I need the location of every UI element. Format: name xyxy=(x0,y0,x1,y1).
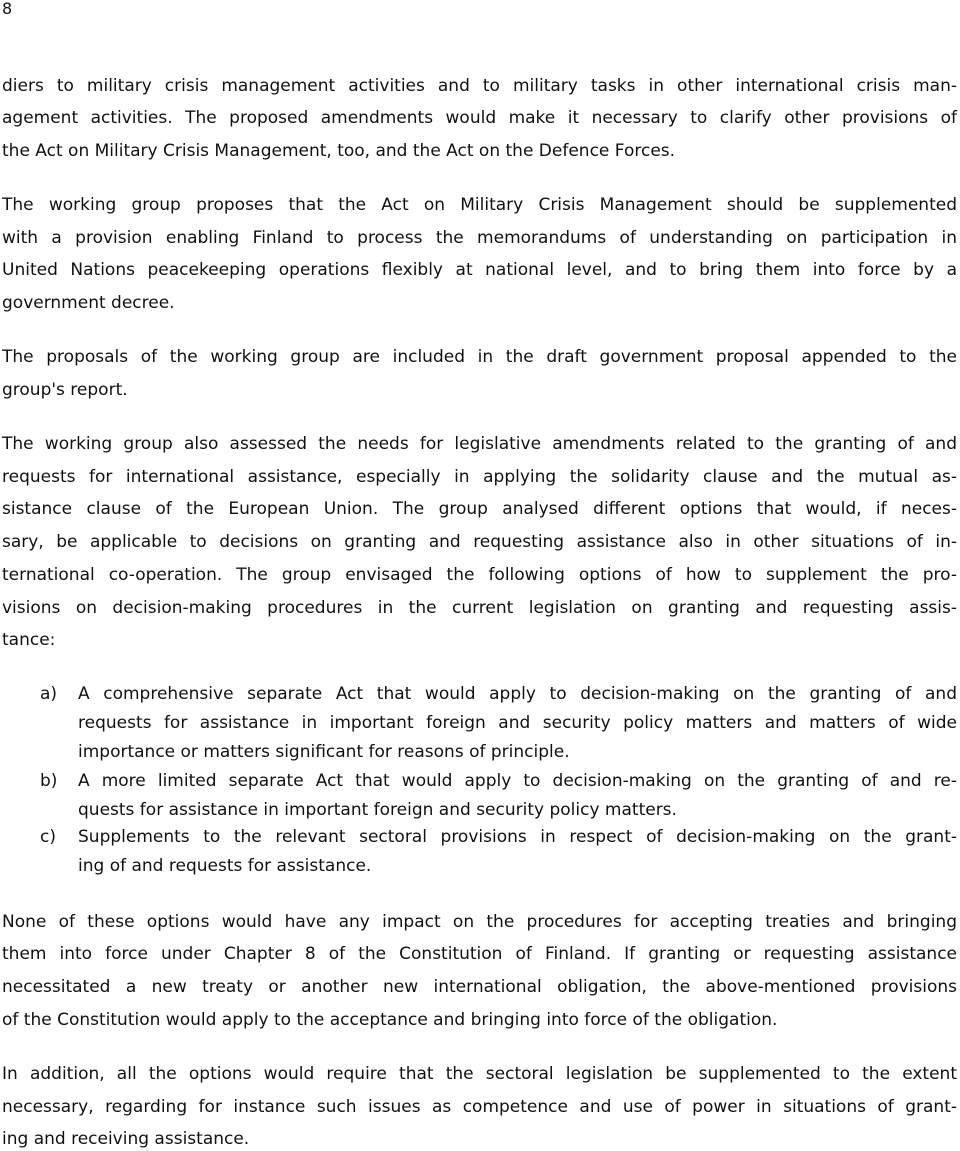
text-line: ing and receiving assistance. xyxy=(2,1129,250,1149)
text-line: necessary, regarding for instance such issues as competence and use of power in situations of grant- xyxy=(2,1097,957,1117)
text-line: requests for assistance in important foreign and security policy matters and matters of wide xyxy=(78,713,957,733)
list-marker: c) xyxy=(40,827,56,847)
text-line: A more limited separate Act that would apply to decision-making on the granting of and re- xyxy=(78,771,957,791)
text-line: agement activities. The proposed amendments would make it necessary to clarify other provisions of xyxy=(2,108,957,128)
text-line: Supplements to the relevant sectoral provisions in respect of decision-making on the grant- xyxy=(78,827,957,847)
text-line: visions on decision-making procedures in the current legislation on granting and requesting assis- xyxy=(2,598,957,618)
text-line: United Nations peacekeeping operations flexibly at national level, and to bring them into force by a xyxy=(2,260,957,280)
text-line: None of these options would have any impact on the procedures for accepting treaties and bringing xyxy=(2,912,957,932)
page-number: 8 xyxy=(2,0,13,18)
text-line: The working group also assessed the needs for legislative amendments related to the granting of and xyxy=(2,434,957,454)
text-line: them into force under Chapter 8 of the Constitution of Finland. If granting or requesting assistance xyxy=(2,944,957,964)
text-line: The proposals of the working group are included in the draft government proposal appended to the xyxy=(2,347,957,367)
text-line: tance: xyxy=(2,630,56,650)
text-line: sistance clause of the European Union. The group analysed different options that would, if neces- xyxy=(2,499,957,519)
text-line: In addition, all the options would require that the sectoral legislation be supplemented to the extent xyxy=(2,1064,957,1084)
text-line: ing of and requests for assistance. xyxy=(78,856,372,876)
text-line: of the Constitution would apply to the acceptance and bringing into force of the obligation. xyxy=(2,1010,778,1030)
text-line: diers to military crisis management activities and to military tasks in other international crisis man- xyxy=(2,76,957,96)
list-marker: b) xyxy=(40,771,58,791)
text-line: necessitated a new treaty or another new international obligation, the above-mentioned provisions xyxy=(2,977,957,997)
text-line: requests for international assistance, especially in applying the solidarity clause and the mutual as- xyxy=(2,467,957,487)
text-line: the Act on Military Crisis Management, too, and the Act on the Defence Forces. xyxy=(2,141,676,161)
text-line: The working group proposes that the Act on Military Crisis Management should be supplemented xyxy=(2,195,957,215)
text-line: ternational co-operation. The group envisaged the following options of how to supplement the pro- xyxy=(2,565,957,585)
text-line: group's report. xyxy=(2,380,128,400)
text-line: importance or matters significant for reasons of principle. xyxy=(78,742,570,762)
text-line: A comprehensive separate Act that would apply to decision-making on the granting of and xyxy=(78,684,957,704)
text-line: sary, be applicable to decisions on granting and requesting assistance also in other situations of in- xyxy=(2,532,957,552)
text-line: government decree. xyxy=(2,293,175,313)
text-line: quests for assistance in important foreign and security policy matters. xyxy=(78,800,677,820)
text-line: with a provision enabling Finland to process the memorandums of understanding on participation in xyxy=(2,228,957,248)
list-marker: a) xyxy=(40,684,58,704)
